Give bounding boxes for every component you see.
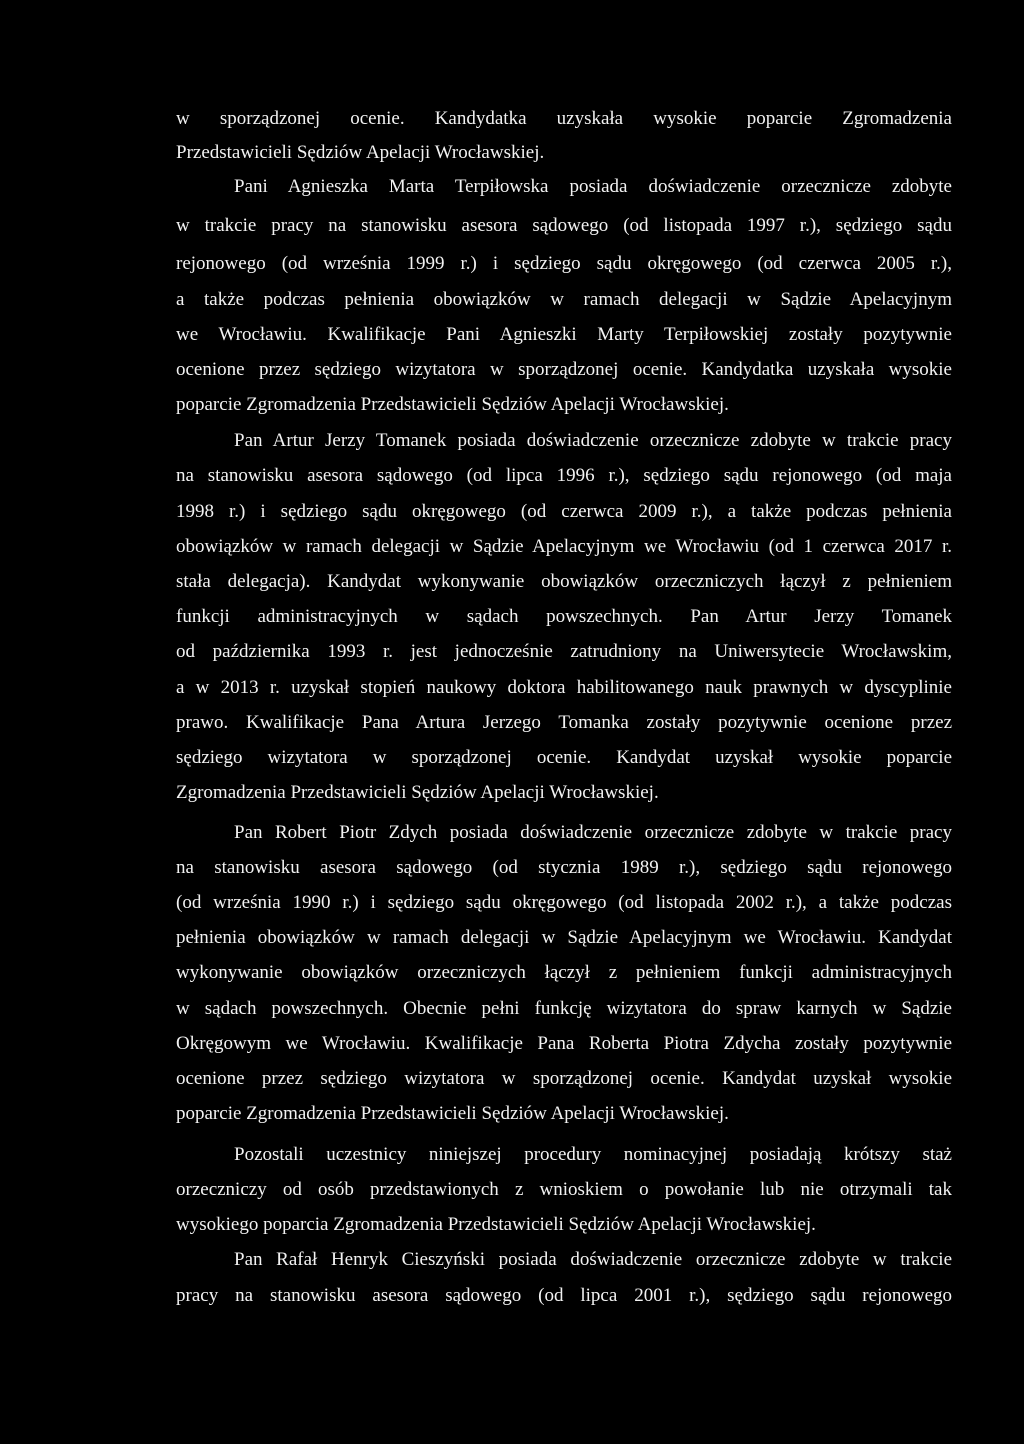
text-line: w sporządzonej ocenie. Kandydatka uzyskała wysokie poparcie Zgromadzenia	[176, 108, 952, 129]
text-line: (od września 1990 r.) i sędziego sądu okręgowego (od listopada 2002 r.), a także podczas	[176, 892, 952, 913]
text-line: a w 2013 r. uzyskał stopień naukowy doktora habilitowanego nauk prawnych w dyscyplinie	[176, 677, 952, 698]
text-line: wysokiego poparcia Zgromadzenia Przedstawicieli Sędziów Apelacji Wrocławskiej.	[176, 1214, 816, 1235]
text-line: stała delegacja). Kandydat wykonywanie obowiązków orzeczniczych łączył z pełnieniem	[176, 571, 952, 592]
text-line: na stanowisku asesora sądowego (od stycznia 1989 r.), sędziego sądu rejonowego	[176, 857, 952, 878]
text-line: funkcji administracyjnych w sądach powszechnych. Pan Artur Jerzy Tomanek	[176, 606, 952, 627]
text-line: od października 1993 r. jest jednocześnie zatrudniony na Uniwersytecie Wrocławskim,	[176, 641, 952, 662]
text-line: rejonowego (od września 1999 r.) i sędziego sądu okręgowego (od czerwca 2005 r.),	[176, 253, 952, 274]
text-line: orzeczniczy od osób przedstawionych z wnioskiem o powołanie lub nie otrzymali tak	[176, 1179, 952, 1200]
text-line: na stanowisku asesora sądowego (od lipca 1996 r.), sędziego sądu rejonowego (od maja	[176, 465, 952, 486]
text-line: Zgromadzenia Przedstawicieli Sędziów Apelacji Wrocławskiej.	[176, 782, 659, 803]
text-line: Przedstawicieli Sędziów Apelacji Wrocławskiej.	[176, 142, 545, 163]
text-line: ocenione przez sędziego wizytatora w sporządzonej ocenie. Kandydatka uzyskała wysokie	[176, 359, 952, 380]
text-line: Pozostali uczestnicy niniejszej procedury nominacyjnej posiadają krótszy staż	[234, 1144, 952, 1165]
text-line: we Wrocławiu. Kwalifikacje Pani Agnieszki Marty Terpiłowskiej zostały pozytywnie	[176, 324, 952, 345]
text-line: Okręgowym we Wrocławiu. Kwalifikacje Pana Roberta Piotra Zdycha zostały pozytywnie	[176, 1033, 952, 1054]
text-line: prawo. Kwalifikacje Pana Artura Jerzego Tomanka zostały pozytywnie ocenione przez	[176, 712, 952, 733]
text-line: w sądach powszechnych. Obecnie pełni funkcję wizytatora do spraw karnych w Sądzie	[176, 998, 952, 1019]
text-line: wykonywanie obowiązków orzeczniczych łączył z pełnieniem funkcji administracyjnych	[176, 962, 952, 983]
text-line: Pani Agnieszka Marta Terpiłowska posiada doświadczenie orzecznicze zdobyte	[234, 176, 952, 197]
text-line: pracy na stanowisku asesora sądowego (od lipca 2001 r.), sędziego sądu rejonowego	[176, 1285, 952, 1306]
text-line: Pan Robert Piotr Zdych posiada doświadczenie orzecznicze zdobyte w trakcie pracy	[234, 822, 952, 843]
text-line: obowiązków w ramach delegacji w Sądzie Apelacyjnym we Wrocławiu (od 1 czerwca 2017 r.	[176, 536, 952, 557]
text-line: poparcie Zgromadzenia Przedstawicieli Sędziów Apelacji Wrocławskiej.	[176, 1103, 729, 1124]
text-line: sędziego wizytatora w sporządzonej ocenie. Kandydat uzyskał wysokie poparcie	[176, 747, 952, 768]
text-line: pełnienia obowiązków w ramach delegacji w Sądzie Apelacyjnym we Wrocławiu. Kandydat	[176, 927, 952, 948]
text-line: Pan Rafał Henryk Cieszyński posiada doświadczenie orzecznicze zdobyte w trakcie	[234, 1249, 952, 1270]
text-line: w trakcie pracy na stanowisku asesora sądowego (od listopada 1997 r.), sędziego sądu	[176, 215, 952, 236]
text-line: ocenione przez sędziego wizytatora w sporządzonej ocenie. Kandydat uzyskał wysokie	[176, 1068, 952, 1089]
text-line: Pan Artur Jerzy Tomanek posiada doświadczenie orzecznicze zdobyte w trakcie pracy	[234, 430, 952, 451]
text-line: 1998 r.) i sędziego sądu okręgowego (od czerwca 2009 r.), a także podczas pełnienia	[176, 501, 952, 522]
text-line: poparcie Zgromadzenia Przedstawicieli Sędziów Apelacji Wrocławskiej.	[176, 394, 729, 415]
text-line: a także podczas pełnienia obowiązków w ramach delegacji w Sądzie Apelacyjnym	[176, 289, 952, 310]
